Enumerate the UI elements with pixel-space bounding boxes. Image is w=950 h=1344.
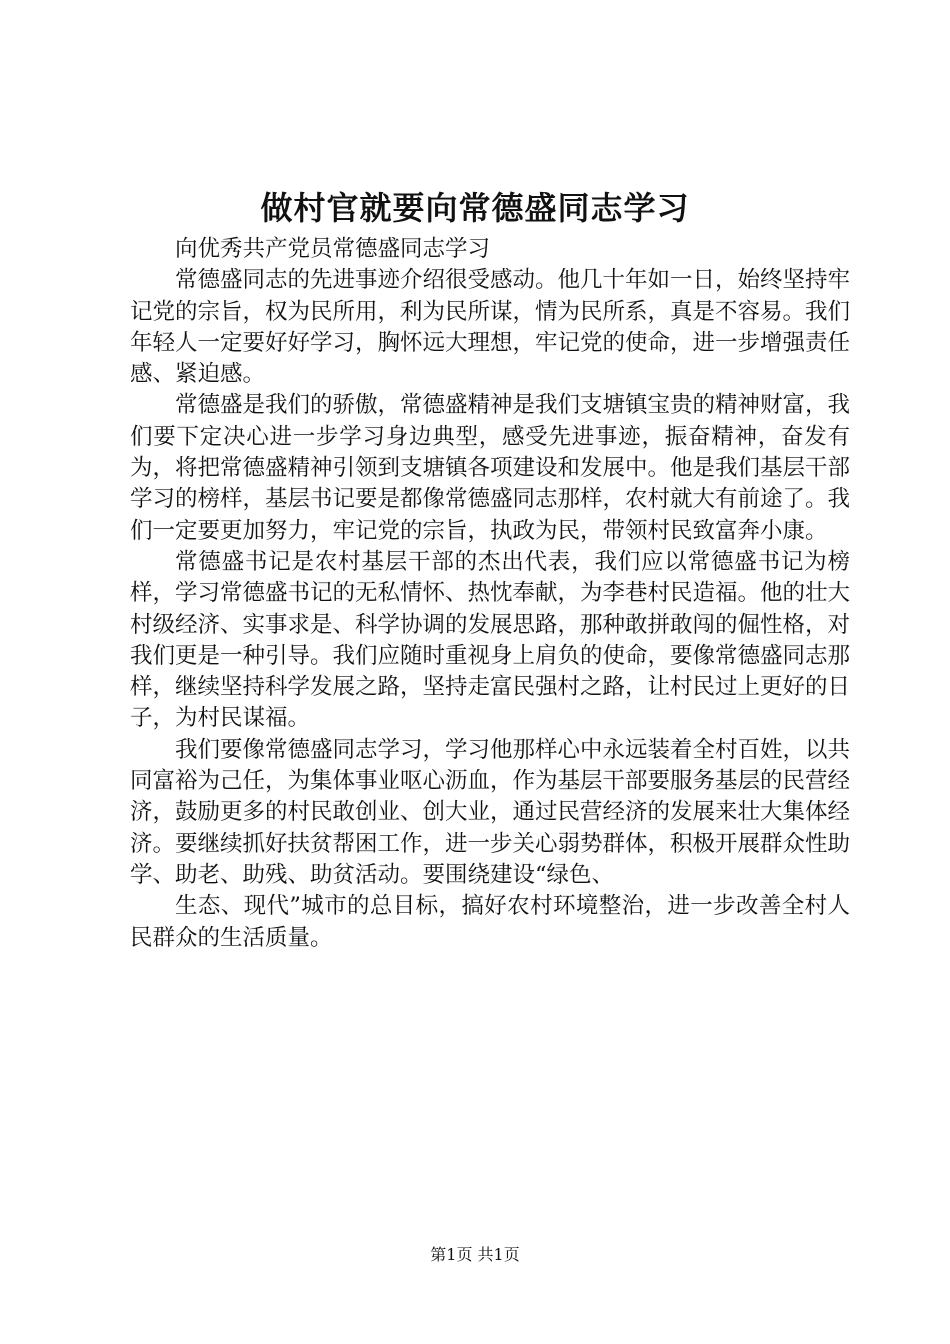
- document-body: [130, 234, 850, 954]
- page-footer: 第1页 共1页: [430, 1245, 520, 1264]
- subtitle-paragraph: 向优秀共产党员常德盛同志学习: [175, 236, 491, 262]
- body-paragraph: 常德盛书记是农村基层干部的杰出代表，我们应以常德盛书记为榜样，学习常德盛书记的无私情怀、热忱奉献，为李巷村民造福。他的壮大村级经济、实事求是、科学协调的发展思路，那种敢拼敢闯的倔性格，对我们更是一种引导。我们应随时重视身上肩负的使命，要像常德盛同志那样，继续坚持科学发展之路，坚持走富民强村之路，让村民过上更好的日子，为村民谋福。: [130, 548, 851, 732]
- body-paragraph: 我们要像常德盛同志学习，学习他那样心中永远装着全村百姓，以共同富裕为己任，为集体事业呕心沥血，作为基层干部要服务基层的民营经济，鼓励更多的村民敢创业、创大业，通过民营经济的发展来壮大集体经济。要继续抓好扶贫帮困工作，进一步关心弱势群体，积极开展群众性助学、助老、助残、助贫活动。要围绕建设“绿色、: [130, 736, 851, 888]
- body-paragraph: 生态、现代”城市的总目标，搞好农村环境整治，进一步改善全村人民群众的生活质量。: [130, 893, 850, 951]
- document-title: 做村官就要向常德盛同志学习: [260, 189, 690, 227]
- body-paragraph: 常德盛同志的先进事迹介绍很受感动。他几十年如一日，始终坚持牢记党的宗旨，权为民所用，利为民所谋，情为民所系，真是不容易。我们年轻人一定要好好学习，胸怀远大理想，牢记党的使命，进一步增强责任感、紧迫感。: [130, 267, 851, 388]
- body-paragraph: 常德盛是我们的骄傲，常德盛精神是我们支塘镇宝贵的精神财富，我们要下定决心进一步学习身边典型，感受先进事迹，振奋精神，奋发有为，将把常德盛精神引领到支塘镇各项建设和发展中。他是我们基层干部学习的榜样，基层书记要是都像常德盛同志那样，农村就大有前途了。我们一定要更加努力，牢记党的宗旨，执政为民，带领村民致富奔小康。: [130, 392, 851, 544]
